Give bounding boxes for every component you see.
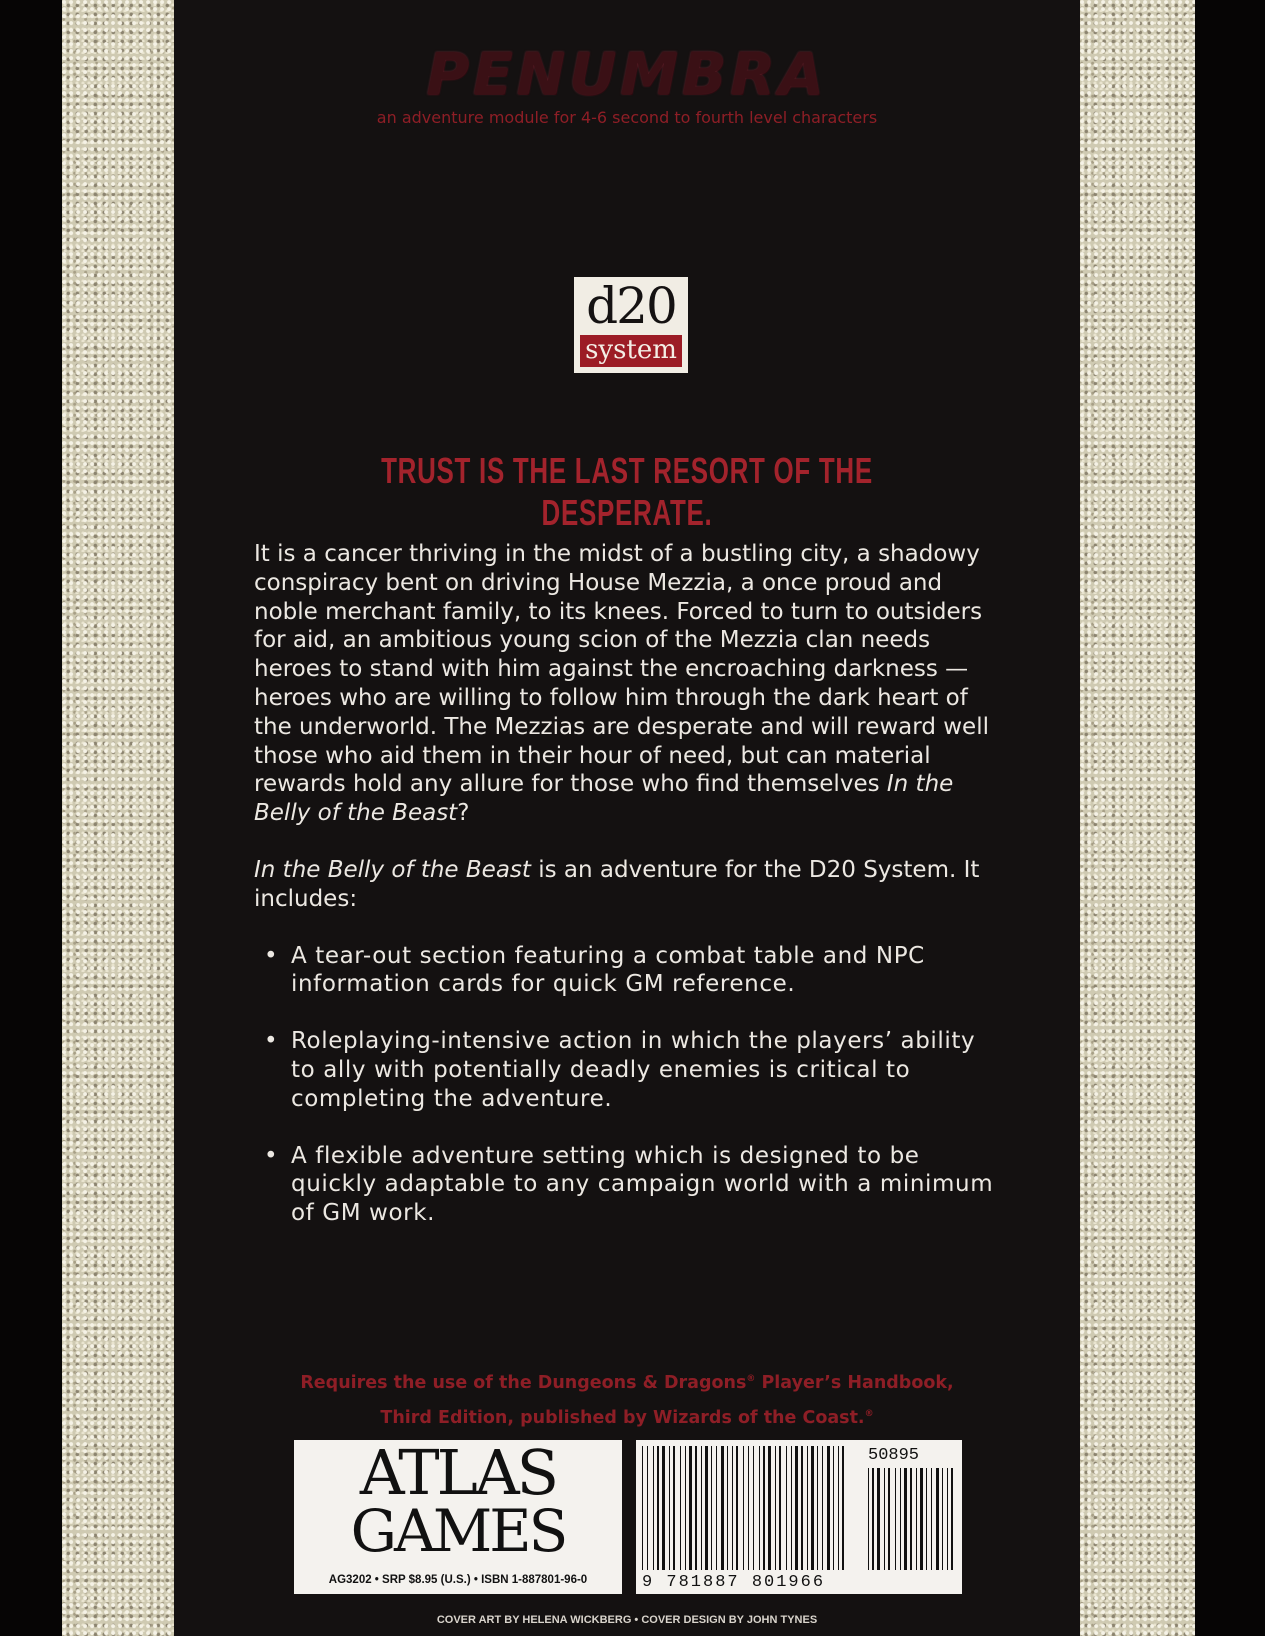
includes-paragraph	[254, 856, 994, 914]
subtitle: an adventure module for 4-6 second to fourth level characters	[376, 108, 878, 127]
list-item	[254, 942, 994, 1000]
left-pebble-border	[62, 0, 174, 1636]
intro-paragraph	[254, 540, 994, 828]
requirement-line2: Third Edition, published by Wizards of the Coast.	[380, 1407, 865, 1428]
list-item	[254, 1142, 994, 1228]
barcode-box	[636, 1440, 962, 1594]
barcode-supplement: 50895	[868, 1446, 920, 1465]
intro-book-title: In the Belly of the Beast	[254, 771, 954, 827]
atlas-games-logo-box	[294, 1436, 622, 1594]
bullet-icon: •	[264, 942, 279, 969]
bullet-icon: •	[264, 1028, 279, 1055]
intro-text: It is a cancer thriving in the midst of a bustling city, a shadowy conspiracy bent on driving House Mezzia, a once proud and noble merchant family, to its knees. Forced to turn to outsiders for aid, an ambitious young scion of the Mezzia clan needs heroes to stand with him against the encroaching darkness — heroes who are willing to follow him through the dark heart of the underworld. The Mezzias are desperate and will reward well those who aid them in their hour of need, but can material rewards hold any allure for those who find themselves	[254, 541, 989, 798]
list-item-text: Roleplaying-intensive action in which the players’ ability to ally with potentially deadly enemies is critical to completing the adventure.	[291, 1028, 976, 1112]
requirement-line1-end: Player’s Handbook,	[755, 1372, 954, 1393]
requirement-line1: Requires the use of the Dungeons & Dragons	[300, 1372, 747, 1393]
list-item-text: A flexible adventure setting which is designed to be quickly adaptable to any campaign world with a minimum of GM work.	[291, 1142, 994, 1227]
right-pebble-border	[1080, 0, 1195, 1636]
barcode-isbn: 9 781887 801966	[642, 1573, 826, 1592]
list-item-text: A tear-out section featuring a combat table and NPC information cards for quick GM reference.	[291, 942, 925, 998]
tagline: TRUST IS THE LAST RESORT OF THE DESPERATE.	[381, 450, 873, 533]
d20-logo-bottom: system	[580, 335, 682, 367]
d20-logo-top: d20	[586, 277, 676, 335]
page-title: PENUMBRA	[426, 40, 828, 108]
feature-list	[254, 942, 994, 1228]
registered-mark: ®	[746, 1374, 756, 1384]
product-info: AG3202 • SRP $8.95 (U.S.) • ISBN 1-887801-96-0	[328, 1574, 588, 1586]
credits: COVER ART BY HELENA WICKBERG • COVER DESIGN BY JOHN TYNES	[436, 1614, 818, 1626]
d20-system-logo	[574, 277, 688, 373]
cover-panel	[174, 0, 1080, 1636]
intro-end: ?	[457, 800, 470, 827]
list-item	[254, 1027, 994, 1113]
logo-games: GAMES	[350, 1497, 566, 1565]
description	[254, 540, 994, 1256]
requirement-notice	[174, 1364, 1080, 1434]
includes-book-title: In the Belly of the Beast	[254, 856, 531, 883]
left-edge	[0, 0, 62, 1636]
logo-atlas: ATLAS	[359, 1436, 557, 1509]
includes-text: is an adventure for the D20 System. It includes:	[254, 856, 980, 912]
bullet-icon: •	[264, 1142, 279, 1169]
right-edge	[1195, 0, 1265, 1636]
registered-mark: ®	[864, 1408, 874, 1419]
